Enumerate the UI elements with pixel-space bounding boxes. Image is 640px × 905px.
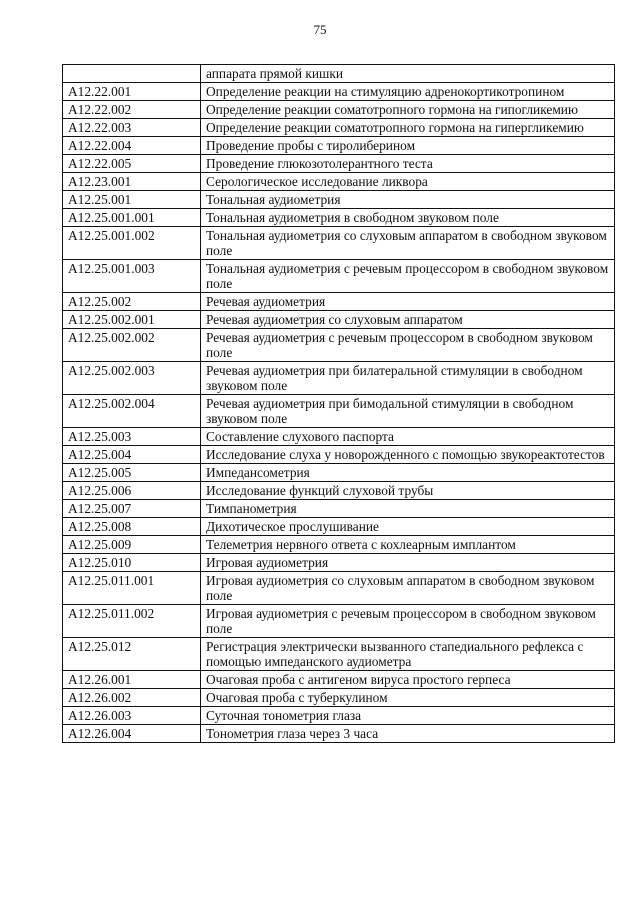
table-row (63, 707, 615, 725)
procedure-name-cell: Речевая аудиометрия (201, 293, 615, 311)
page-number: 75 (313, 22, 327, 37)
procedure-code-cell: A12.25.002 (63, 293, 201, 311)
table-row (63, 671, 615, 689)
procedure-name-cell: Телеметрия нервного ответа с кохлеарным имплантом (201, 536, 615, 554)
procedure-name-cell: Игровая аудиометрия со слуховым аппаратом в свободном звуковом поле (201, 572, 615, 605)
procedure-code-cell: A12.25.001.003 (63, 260, 201, 293)
procedure-code-cell: A12.26.004 (63, 725, 201, 743)
procedure-name-cell: Игровая аудиометрия с речевым процессором в свободном звуковом поле (201, 605, 615, 638)
procedure-code-cell: A12.25.007 (63, 500, 201, 518)
table-row (63, 101, 615, 119)
procedure-code-cell: A12.25.002.001 (63, 311, 201, 329)
procedure-name-cell: Тональная аудиометрия (201, 191, 615, 209)
table-row (63, 482, 615, 500)
procedure-code-cell: A12.25.001 (63, 191, 201, 209)
procedure-name-cell: Импедансометрия (201, 464, 615, 482)
procedure-code-cell: A12.25.001.002 (63, 227, 201, 260)
procedure-code-cell: A12.25.005 (63, 464, 201, 482)
procedure-name-cell: Дихотическое прослушивание (201, 518, 615, 536)
procedure-code-cell: A12.25.010 (63, 554, 201, 572)
procedure-name-cell: Исследование слуха у новорожденного с помощью звукореактотестов (201, 446, 615, 464)
procedure-name-cell: Очаговая проба с туберкулином (201, 689, 615, 707)
table-row (63, 395, 615, 428)
procedure-code-cell: A12.22.003 (63, 119, 201, 137)
procedure-name-cell: Регистрация электрически вызванного стапедиального рефлекса с помощью импеданского аудиометра (201, 638, 615, 671)
table-row (63, 209, 615, 227)
table-row (63, 311, 615, 329)
procedure-codes-table (62, 64, 615, 743)
table-row (63, 428, 615, 446)
procedure-name-cell: Составление слухового паспорта (201, 428, 615, 446)
procedure-code-cell: A12.25.006 (63, 482, 201, 500)
procedure-name-cell: Проведение глюкозотолерантного теста (201, 155, 615, 173)
procedure-name-cell: Тонометрия глаза через 3 часа (201, 725, 615, 743)
procedure-name-cell: Игровая аудиометрия (201, 554, 615, 572)
procedure-code-cell: A12.26.003 (63, 707, 201, 725)
table-row (63, 137, 615, 155)
table-row (63, 155, 615, 173)
procedure-name-cell: Тимпанометрия (201, 500, 615, 518)
procedure-code-cell: A12.25.002.004 (63, 395, 201, 428)
table-row (63, 83, 615, 101)
procedure-name-cell: Речевая аудиометрия со слуховым аппаратом (201, 311, 615, 329)
table-row (63, 554, 615, 572)
table-row (63, 689, 615, 707)
table-row (63, 518, 615, 536)
table-row (63, 362, 615, 395)
table-row (63, 227, 615, 260)
procedure-name-cell: Исследование функций слуховой трубы (201, 482, 615, 500)
procedure-code-cell: A12.23.001 (63, 173, 201, 191)
procedure-code-cell: A12.22.004 (63, 137, 201, 155)
procedure-code-cell: A12.25.009 (63, 536, 201, 554)
table-row (63, 191, 615, 209)
procedure-name-cell: Тональная аудиометрия со слуховым аппаратом в свободном звуковом поле (201, 227, 615, 260)
procedure-code-cell: A12.25.008 (63, 518, 201, 536)
procedure-name-cell: Речевая аудиометрия при бимодальной стимуляции в свободном звуковом поле (201, 395, 615, 428)
procedure-name-cell: Суточная тонометрия глаза (201, 707, 615, 725)
table-row (63, 638, 615, 671)
table-row (63, 605, 615, 638)
procedure-code-cell: A12.22.001 (63, 83, 201, 101)
table-row (63, 446, 615, 464)
procedure-name-cell: Серологическое исследование ликвора (201, 173, 615, 191)
procedure-name-cell: Речевая аудиометрия при билатеральной стимуляции в свободном звуковом поле (201, 362, 615, 395)
table-row (63, 65, 615, 83)
table-row (63, 500, 615, 518)
procedure-code-cell: A12.25.002.003 (63, 362, 201, 395)
table-row (63, 329, 615, 362)
procedure-code-cell: A12.22.005 (63, 155, 201, 173)
procedure-code-cell: A12.25.011.001 (63, 572, 201, 605)
procedure-name-cell: Определение реакции соматотропного гормона на гипергликемию (201, 119, 615, 137)
table-row (63, 260, 615, 293)
procedure-name-cell: Проведение пробы с тиролиберином (201, 137, 615, 155)
table-body (63, 65, 615, 743)
table-row (63, 464, 615, 482)
procedure-code-cell: A12.26.002 (63, 689, 201, 707)
procedure-name-cell: Очаговая проба с антигеном вируса простого герпеса (201, 671, 615, 689)
table-row (63, 173, 615, 191)
table-row (63, 536, 615, 554)
procedure-code-cell: A12.25.011.002 (63, 605, 201, 638)
table-row (63, 119, 615, 137)
procedure-code-cell: A12.25.004 (63, 446, 201, 464)
procedure-name-cell: Речевая аудиометрия с речевым процессором в свободном звуковом поле (201, 329, 615, 362)
procedure-code-cell: A12.22.002 (63, 101, 201, 119)
table-row (63, 293, 615, 311)
table-row (63, 725, 615, 743)
procedure-code-cell: A12.25.003 (63, 428, 201, 446)
procedure-name-cell: Тональная аудиометрия с речевым процессором в свободном звуковом поле (201, 260, 615, 293)
procedure-name-cell: Тональная аудиометрия в свободном звуковом поле (201, 209, 615, 227)
procedure-name-cell: Определение реакции на стимуляцию адренокортикотропином (201, 83, 615, 101)
procedure-name-cell: Определение реакции соматотропного гормона на гипогликемию (201, 101, 615, 119)
procedure-code-cell: A12.25.001.001 (63, 209, 201, 227)
procedure-code-cell: A12.26.001 (63, 671, 201, 689)
procedure-code-cell: A12.25.002.002 (63, 329, 201, 362)
procedure-code-cell: A12.25.012 (63, 638, 201, 671)
procedure-code-cell (63, 65, 201, 83)
procedure-name-cell: аппарата прямой кишки (201, 65, 615, 83)
table-row (63, 572, 615, 605)
